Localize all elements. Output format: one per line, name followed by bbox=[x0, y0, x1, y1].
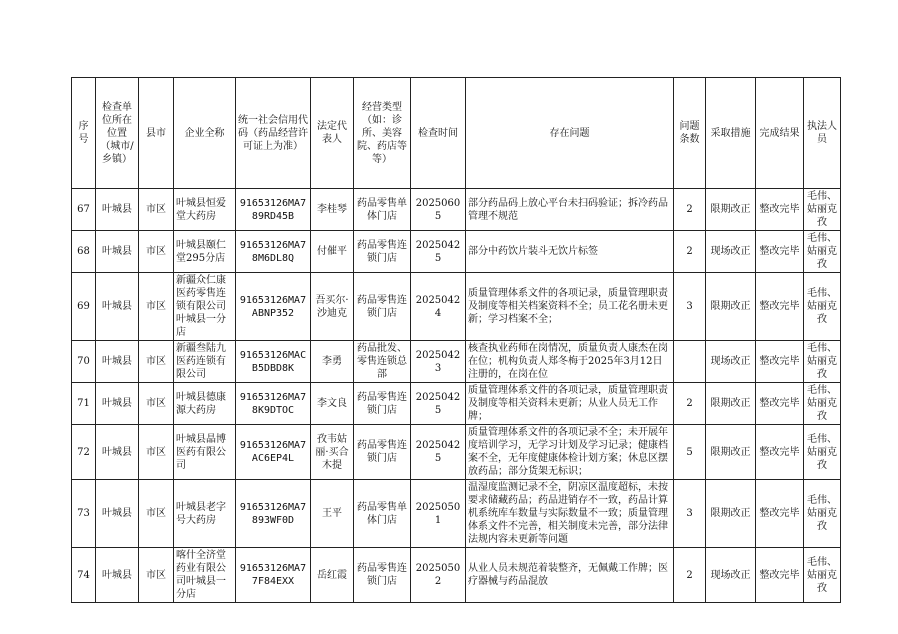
cell-legal-rep: 李勇 bbox=[311, 341, 354, 383]
header-credit-code: 统一社会信用代码（药品经营许可证上为准） bbox=[236, 78, 311, 189]
cell-check-time: 20250425 bbox=[411, 425, 466, 480]
cell-check-time: 20250501 bbox=[411, 480, 466, 548]
cell-county: 市区 bbox=[139, 231, 174, 273]
table-body bbox=[72, 189, 841, 603]
table-row bbox=[72, 273, 841, 341]
cell-check-time: 20250425 bbox=[411, 383, 466, 425]
cell-measures: 限期改正 bbox=[706, 383, 756, 425]
cell-biz-type: 药品零售连锁门店 bbox=[354, 383, 411, 425]
cell-issues: 质量管理体系文件的各项记录不全；未开展年度培训学习，无学习计划及学习记录；健康档案不全，无年度健康体检计划方案；休息区摆放药品；部分货架无标识； bbox=[466, 425, 674, 480]
cell-issue-count bbox=[674, 341, 706, 383]
cell-officers: 毛伟、姑丽克孜 bbox=[804, 480, 841, 548]
header-result: 完成结果 bbox=[756, 78, 804, 189]
cell-company: 叶城县德康源大药房 bbox=[174, 383, 236, 425]
cell-legal-rep: 李桂琴 bbox=[311, 189, 354, 231]
table-row bbox=[72, 548, 841, 603]
cell-county: 市区 bbox=[139, 341, 174, 383]
cell-credit-code: 91653126MA7AC6EP4L bbox=[236, 425, 311, 480]
cell-biz-type: 药品零售单体门店 bbox=[354, 480, 411, 548]
cell-county: 市区 bbox=[139, 425, 174, 480]
cell-seq: 70 bbox=[72, 341, 96, 383]
cell-officers: 毛伟、姑丽克孜 bbox=[804, 341, 841, 383]
cell-credit-code: 91653126MA77F84EXX bbox=[236, 548, 311, 603]
cell-measures: 限期改正 bbox=[706, 425, 756, 480]
cell-company: 喀什全济堂药业有限公司叶城县一分店 bbox=[174, 548, 236, 603]
cell-credit-code: 91653126MA78M6DL8Q bbox=[236, 231, 311, 273]
cell-location: 叶城县 bbox=[96, 231, 139, 273]
cell-biz-type: 药品零售连锁门店 bbox=[354, 273, 411, 341]
table-row bbox=[72, 189, 841, 231]
table-row bbox=[72, 383, 841, 425]
cell-result: 整改完毕 bbox=[756, 231, 804, 273]
cell-check-time: 20250423 bbox=[411, 341, 466, 383]
cell-seq: 72 bbox=[72, 425, 96, 480]
header-measures: 采取措施 bbox=[706, 78, 756, 189]
cell-issue-count: 2 bbox=[674, 383, 706, 425]
cell-credit-code: 91653126MACB5DBD8K bbox=[236, 341, 311, 383]
cell-measures: 现场改正 bbox=[706, 548, 756, 603]
header-location: 检查单位所在位置（城市/乡镇） bbox=[96, 78, 139, 189]
cell-check-time: 20250424 bbox=[411, 273, 466, 341]
cell-check-time: 20250605 bbox=[411, 189, 466, 231]
table-header bbox=[72, 78, 841, 189]
header-seq: 序号 bbox=[72, 78, 96, 189]
cell-company: 新疆叁陆九医药连锁有限公司 bbox=[174, 341, 236, 383]
cell-biz-type: 药品零售单体门店 bbox=[354, 189, 411, 231]
cell-seq: 71 bbox=[72, 383, 96, 425]
cell-measures: 现场改正 bbox=[706, 231, 756, 273]
table-row bbox=[72, 480, 841, 548]
cell-location: 叶城县 bbox=[96, 189, 139, 231]
cell-officers: 毛伟、姑丽克孜 bbox=[804, 273, 841, 341]
cell-credit-code: 91653126MA7ABNP352 bbox=[236, 273, 311, 341]
table-row bbox=[72, 341, 841, 383]
cell-measures: 限期改正 bbox=[706, 189, 756, 231]
cell-location: 叶城县 bbox=[96, 341, 139, 383]
cell-issue-count: 5 bbox=[674, 425, 706, 480]
cell-county: 市区 bbox=[139, 189, 174, 231]
cell-seq: 68 bbox=[72, 231, 96, 273]
cell-biz-type: 药品零售连锁门店 bbox=[354, 231, 411, 273]
cell-issue-count: 2 bbox=[674, 548, 706, 603]
cell-company: 叶城县颐仁堂295分店 bbox=[174, 231, 236, 273]
cell-issue-count: 2 bbox=[674, 231, 706, 273]
cell-issues: 核查执业药师在岗情况，质量负责人康杰在岗在位；机构负责人郑冬梅于2025年3月12日注册的，在岗在位 bbox=[466, 341, 674, 383]
cell-result: 整改完毕 bbox=[756, 480, 804, 548]
cell-result: 整改完毕 bbox=[756, 273, 804, 341]
cell-location: 叶城县 bbox=[96, 480, 139, 548]
cell-location: 叶城县 bbox=[96, 425, 139, 480]
header-legal-rep: 法定代表人 bbox=[311, 78, 354, 189]
cell-seq: 67 bbox=[72, 189, 96, 231]
cell-legal-rep: 李文良 bbox=[311, 383, 354, 425]
cell-legal-rep: 岳红霞 bbox=[311, 548, 354, 603]
cell-issue-count: 3 bbox=[674, 480, 706, 548]
cell-officers: 毛伟、姑丽克孜 bbox=[804, 425, 841, 480]
cell-biz-type: 药品批发、零售连锁总部 bbox=[354, 341, 411, 383]
cell-issue-count: 3 bbox=[674, 273, 706, 341]
header-officers: 执法人员 bbox=[804, 78, 841, 189]
cell-measures: 限期改正 bbox=[706, 273, 756, 341]
cell-officers: 毛伟、姑丽克孜 bbox=[804, 548, 841, 603]
cell-county: 市区 bbox=[139, 273, 174, 341]
cell-officers: 毛伟、姑丽克孜 bbox=[804, 231, 841, 273]
cell-location: 叶城县 bbox=[96, 273, 139, 341]
cell-credit-code: 91653126MA78K9DTOC bbox=[236, 383, 311, 425]
cell-seq: 69 bbox=[72, 273, 96, 341]
cell-company: 新疆众仁康医药零售连锁有限公司叶城县一分店 bbox=[174, 273, 236, 341]
header-biz-type: 经营类型（如：诊所、美容院、药店等等） bbox=[354, 78, 411, 189]
cell-biz-type: 药品零售连锁门店 bbox=[354, 425, 411, 480]
cell-seq: 74 bbox=[72, 548, 96, 603]
cell-result: 整改完毕 bbox=[756, 548, 804, 603]
cell-location: 叶城县 bbox=[96, 548, 139, 603]
cell-result: 整改完毕 bbox=[756, 383, 804, 425]
cell-biz-type: 药品零售连锁门店 bbox=[354, 548, 411, 603]
cell-county: 市区 bbox=[139, 548, 174, 603]
cell-check-time: 20250502 bbox=[411, 548, 466, 603]
cell-result: 整改完毕 bbox=[756, 341, 804, 383]
cell-issue-count: 2 bbox=[674, 189, 706, 231]
cell-legal-rep: 付催平 bbox=[311, 231, 354, 273]
cell-measures: 限期改正 bbox=[706, 480, 756, 548]
cell-company: 叶城县晶博医药有限公司 bbox=[174, 425, 236, 480]
cell-credit-code: 91653126MA7893WF0D bbox=[236, 480, 311, 548]
header-issue-count: 问题条数 bbox=[674, 78, 706, 189]
cell-issues: 部分中药饮片装斗无饮片标签 bbox=[466, 231, 674, 273]
cell-issues: 质量管理体系文件的各项记录，质量管理职责及制度等相关资料未更新；从业人员无工作牌； bbox=[466, 383, 674, 425]
cell-result: 整改完毕 bbox=[756, 425, 804, 480]
cell-company: 叶城县恒爱堂大药房 bbox=[174, 189, 236, 231]
cell-check-time: 20250425 bbox=[411, 231, 466, 273]
cell-result: 整改完毕 bbox=[756, 189, 804, 231]
cell-officers: 毛伟、姑丽克孜 bbox=[804, 383, 841, 425]
inspection-table bbox=[71, 77, 841, 603]
cell-location: 叶城县 bbox=[96, 383, 139, 425]
cell-legal-rep: 吾买尔·沙迪克 bbox=[311, 273, 354, 341]
cell-issues: 温湿度监测记录不全，阴凉区温度超标，未按要求储藏药品；药品进销存不一致，药品计算机系统库车数量与实际数量不一致；质量管理体系文件不完善，相关制度未完善，部分法律法规内容未更新等问题 bbox=[466, 480, 674, 548]
cell-issues: 质量管理体系文件的各项记录，质量管理职责及制度等相关档案资料不全；员工花名册未更新；学习档案不全； bbox=[466, 273, 674, 341]
cell-legal-rep: 孜韦姑丽·买合木提 bbox=[311, 425, 354, 480]
cell-measures: 现场改正 bbox=[706, 341, 756, 383]
cell-county: 市区 bbox=[139, 383, 174, 425]
table-row bbox=[72, 425, 841, 480]
cell-legal-rep: 王平 bbox=[311, 480, 354, 548]
header-county: 县市 bbox=[139, 78, 174, 189]
header-issues: 存在问题 bbox=[466, 78, 674, 189]
cell-issues: 部分药品码上放心平台未扫码验证；拆冷药品管理不规范 bbox=[466, 189, 674, 231]
cell-county: 市区 bbox=[139, 480, 174, 548]
cell-officers: 毛伟、姑丽克孜 bbox=[804, 189, 841, 231]
cell-seq: 73 bbox=[72, 480, 96, 548]
header-check-time: 检查时间 bbox=[411, 78, 466, 189]
header-company: 企业全称 bbox=[174, 78, 236, 189]
cell-company: 叶城县老字号大药房 bbox=[174, 480, 236, 548]
table-row bbox=[72, 231, 841, 273]
cell-issues: 从业人员未规范着装整齐，无佩戴工作牌；医疗器械与药品混放 bbox=[466, 548, 674, 603]
cell-credit-code: 91653126MA789RD45B bbox=[236, 189, 311, 231]
